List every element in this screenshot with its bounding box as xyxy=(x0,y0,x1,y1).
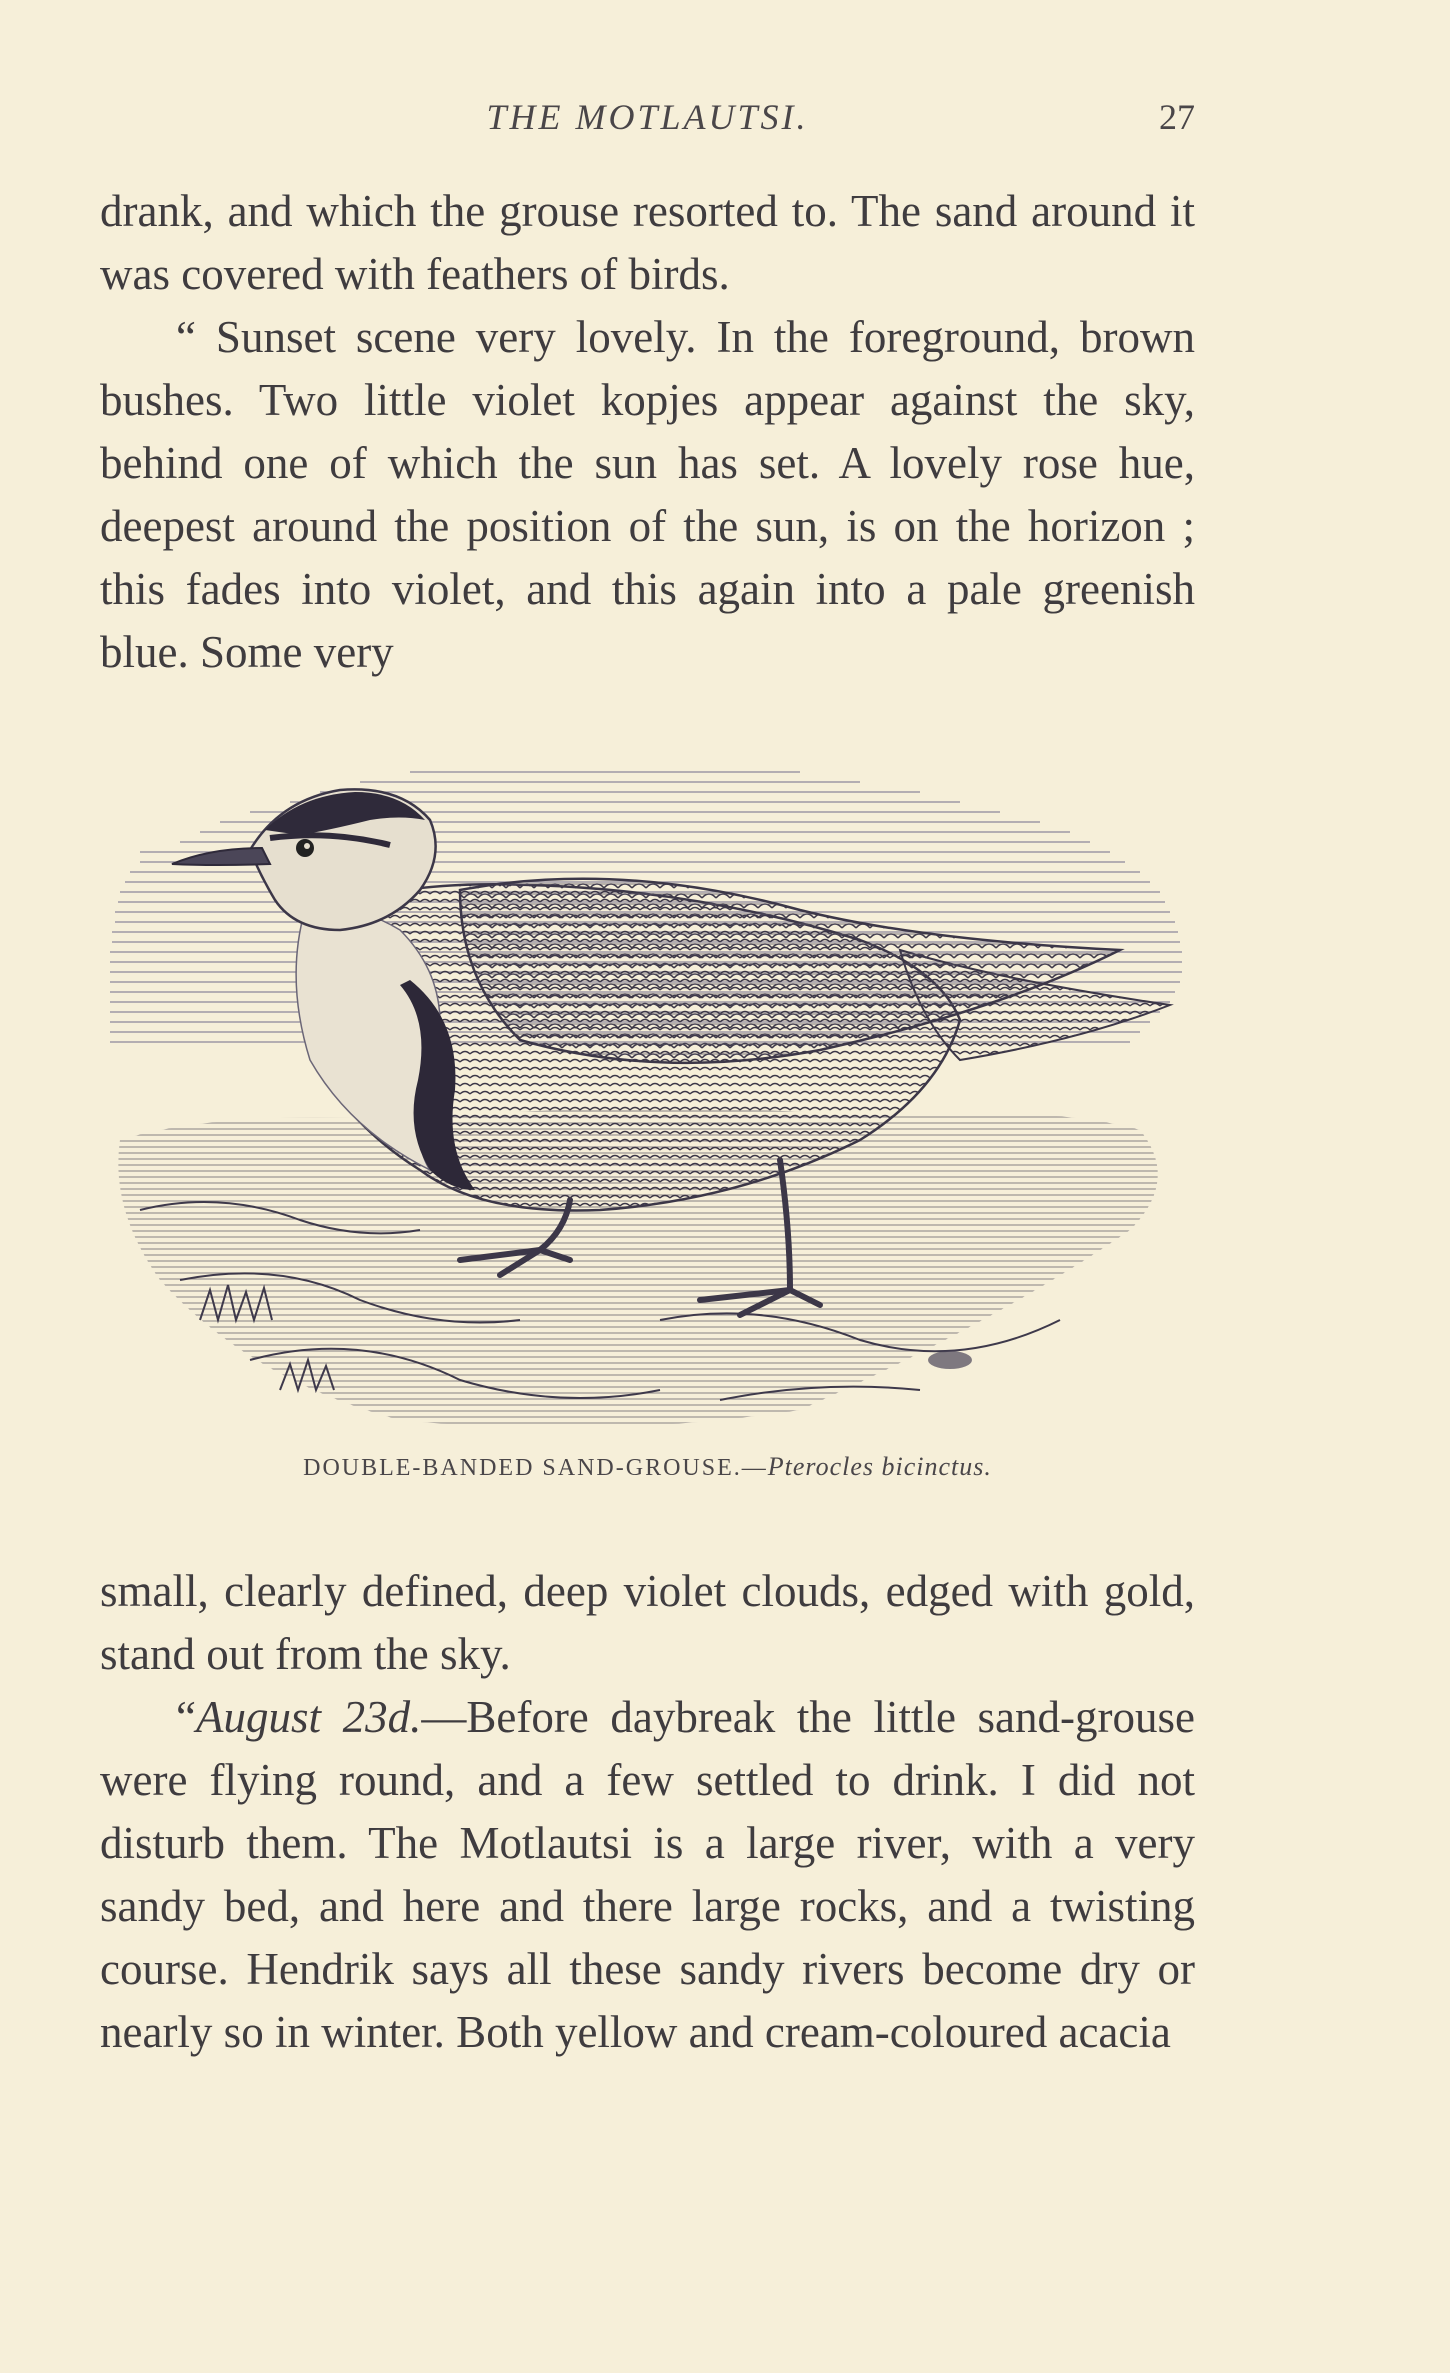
bird-beak xyxy=(172,848,270,865)
running-title: THE MOTLAUTSI. xyxy=(486,97,809,137)
text-block-top xyxy=(100,180,1195,684)
open-quote: “ xyxy=(176,1692,196,1742)
pebble xyxy=(928,1351,972,1369)
paragraph: small, clearly defined, deep violet clouds, edged with gold, stand out from the sky. xyxy=(100,1566,1195,1679)
caption-dash: — xyxy=(741,1455,768,1481)
paragraph: drank, and which the grouse resorted to. The sand around it was covered with feathers of birds. xyxy=(100,186,1195,299)
text-block-bottom xyxy=(100,1560,1195,2064)
caption-species-name: Pterocles bicinctus. xyxy=(767,1452,992,1481)
figure-caption xyxy=(100,1452,1195,1482)
sand-grouse-illustration xyxy=(100,760,1195,1450)
paragraph-text: —Before daybreak the little sand-grouse were flying round, and a few settled to drink. I did not disturb them. The Motlautsi is a large river, with a very sandy bed, and here and there large rocks, and a twisting course. Hendrik says all these sandy rivers become dry or nearly so in winter. Both yellow and cream-coloured acacia xyxy=(100,1692,1195,2057)
caption-common-name: DOUBLE-BANDED SAND-GROUSE. xyxy=(303,1455,742,1481)
page-number: 27 xyxy=(1159,97,1195,137)
paragraph: “ Sunset scene very lovely. In the foreground, brown bushes. Two little violet kopjes appear against the sky, behind one of which the sun has set. A lovely rose hue, deepest around the position of the sun, is on the horizon ; this fades into violet, and this again into a pale greenish blue. Some very xyxy=(100,312,1195,677)
paragraph xyxy=(100,1686,1195,2064)
running-head xyxy=(100,96,1195,146)
sand-grouse-engraving xyxy=(100,760,1195,1450)
diary-date: August 23d. xyxy=(195,1692,422,1742)
